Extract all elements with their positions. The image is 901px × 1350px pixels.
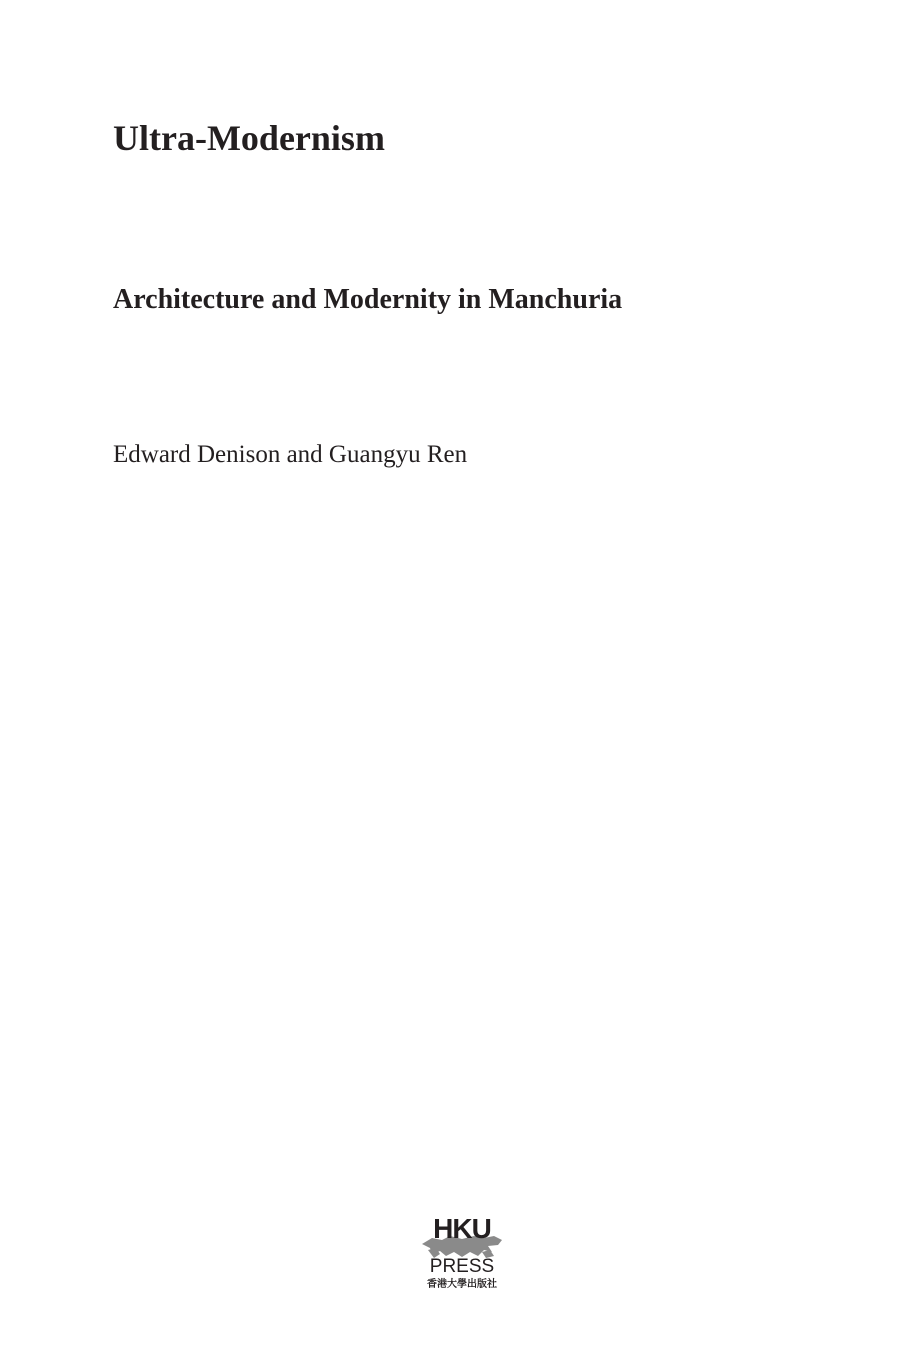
logo-chinese-text: 香港大學出版社 (427, 1279, 497, 1290)
logo-hku-text: HKU (433, 1213, 491, 1244)
hku-press-logo-icon (418, 1212, 506, 1292)
book-authors: Edward Denison and Guangyu Ren (113, 441, 468, 468)
logo-press-text: PRESS (429, 1256, 495, 1277)
hku-press-logo (418, 1212, 506, 1292)
book-title: Ultra-Modernism (113, 118, 385, 158)
book-subtitle: Architecture and Modernity in Manchuria (113, 284, 623, 315)
